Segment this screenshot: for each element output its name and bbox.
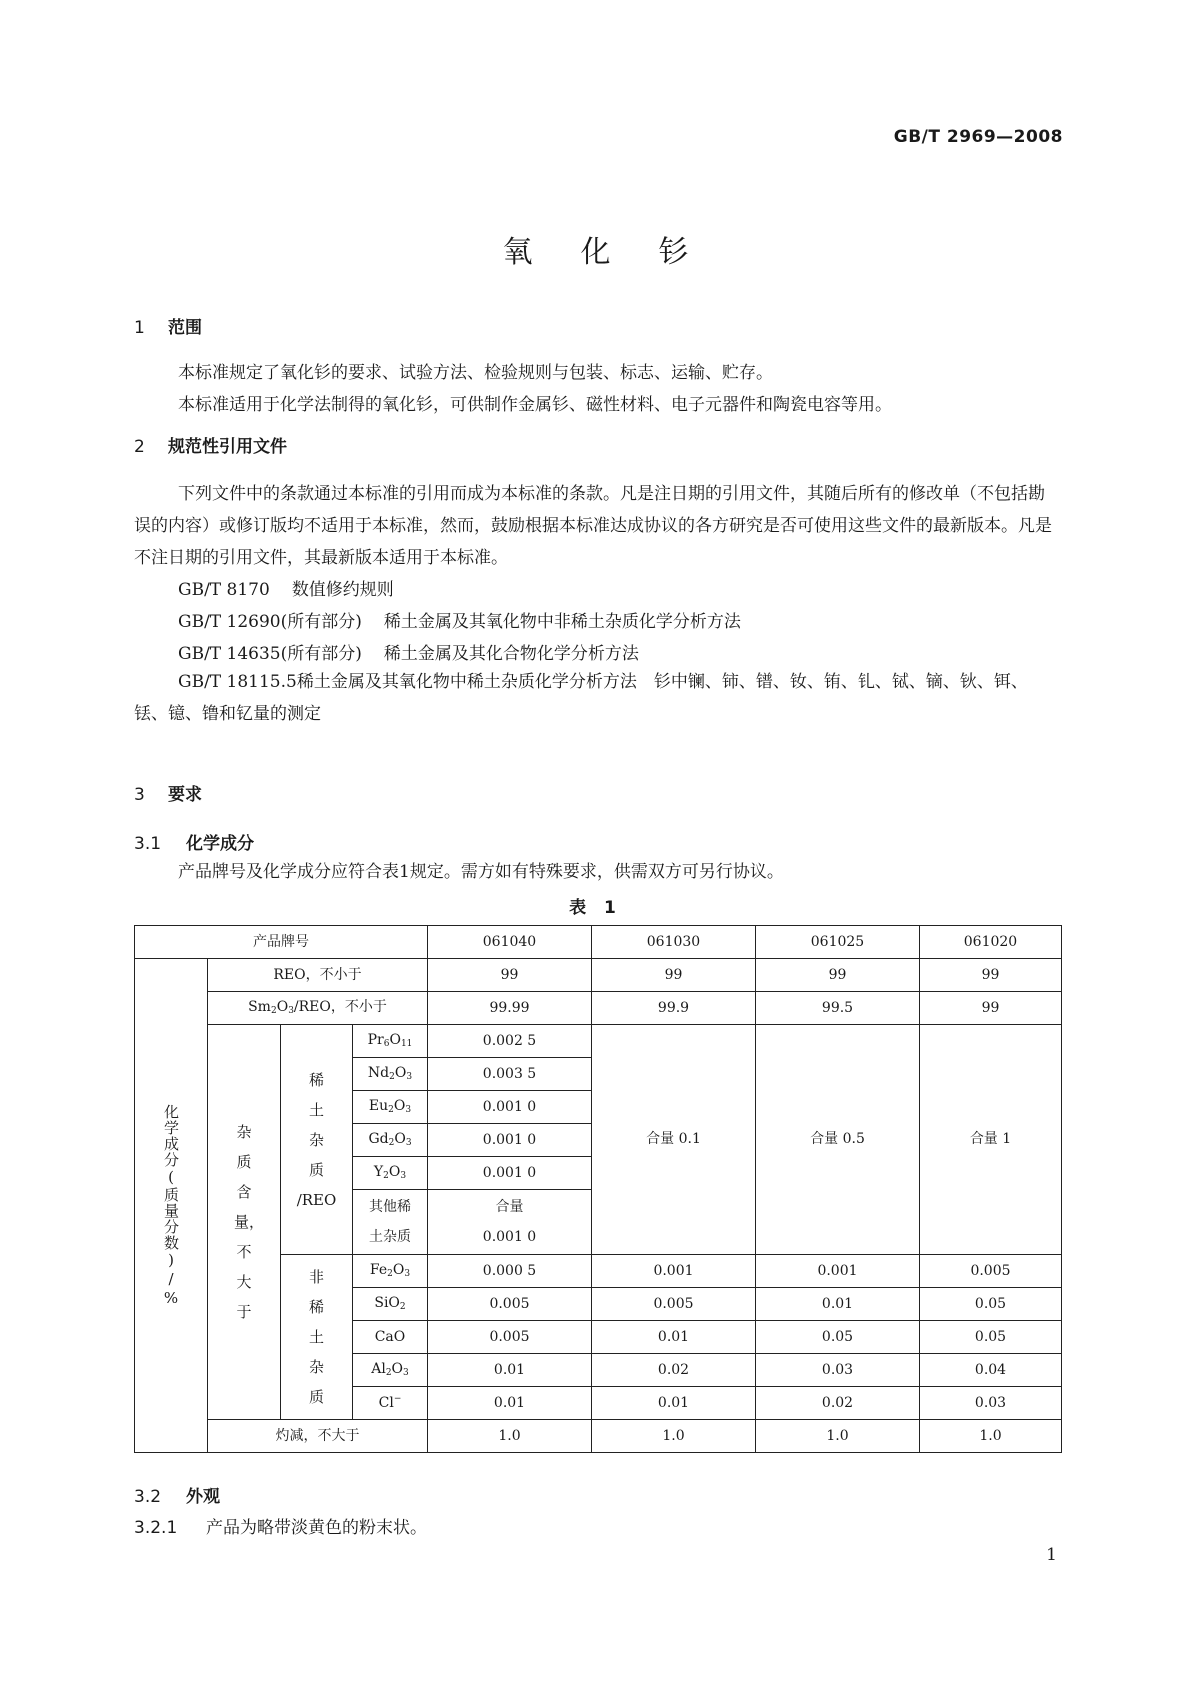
reference-4-code: GB/T 18115.5 — [178, 672, 297, 692]
cao-label: CaO — [353, 1321, 428, 1354]
al2o3-value-2: 0.02 — [592, 1354, 756, 1387]
chemical-composition-table — [134, 925, 1062, 1453]
composition-group-label: 化学成分(质量分数)/% — [135, 959, 208, 1453]
reo-value-2: 99 — [592, 959, 756, 992]
cao-value-1: 0.005 — [428, 1321, 592, 1354]
reference-4 — [134, 666, 1060, 730]
header-label: 产品牌号 — [135, 926, 428, 959]
reo-row — [135, 959, 1062, 992]
reference-3-code: GB/T 14635(所有部分) — [178, 644, 362, 664]
re-group-label — [281, 1025, 353, 1255]
page-number: 1 — [1046, 1545, 1057, 1565]
other-re-label — [353, 1190, 428, 1255]
sm2o3-row — [135, 992, 1062, 1025]
sio2-label: SiO$_2$ — [353, 1288, 428, 1321]
pr6o11-value: 0.002 5 — [428, 1025, 592, 1058]
impurity-label — [208, 1025, 281, 1420]
nonre-group-label — [281, 1255, 353, 1420]
reference-2-title: 稀土金属及其氧化物中非稀土杂质化学分析方法 — [383, 612, 741, 632]
standard-number: GB/T 2969—2008 — [893, 127, 1063, 147]
reference-4-title: 稀土金属及其氧化物中稀土杂质化学分析方法 钐中镧、铈、镨、钕、铕、钆、铽、镝、钬、铒、铥、镱、镥和钇量的测定 — [134, 672, 1028, 724]
loi-value-1: 1.0 — [428, 1420, 592, 1453]
re-group-suffix: /REO — [296, 1190, 337, 1209]
sio2-value-1: 0.005 — [428, 1288, 592, 1321]
section-3-title: 要求 — [168, 785, 202, 805]
impurity-label-text: 杂质含量，不大于 — [234, 1123, 265, 1321]
loi-value-3: 1.0 — [756, 1420, 920, 1453]
y2o3-label: $Y_2O_3$ — [353, 1157, 428, 1190]
reo-value-1: 99 — [428, 959, 592, 992]
eu2o3-label: $Eu_2O_3$ — [353, 1091, 428, 1124]
section-3-heading — [134, 780, 202, 805]
sm2o3-label-tail: /REO，不小于 — [293, 999, 387, 1016]
re-total-3: 合量 0.5 — [756, 1025, 920, 1255]
al2o3-value-1: 0.01 — [428, 1354, 592, 1387]
section-1-heading — [134, 313, 202, 338]
cl-label: Cl− — [353, 1387, 428, 1420]
section-3-1-title: 化学成分 — [186, 834, 254, 854]
loi-value-4: 1.0 — [920, 1420, 1062, 1453]
cao-value-2: 0.01 — [592, 1321, 756, 1354]
document-title: 氧化钐 — [502, 235, 737, 270]
reference-3 — [178, 639, 639, 664]
section-3-2-heading — [134, 1482, 220, 1507]
cao-value-4: 0.05 — [920, 1321, 1062, 1354]
al2o3-value-3: 0.03 — [756, 1354, 920, 1387]
sm2o3-value-1: 99.99 — [428, 992, 592, 1025]
gd2o3-value: 0.001 0 — [428, 1124, 592, 1157]
section-3-1-heading — [134, 829, 254, 854]
table-caption: 表 1 — [569, 898, 622, 918]
section-1-title: 范围 — [168, 318, 202, 338]
other-re-label-text: 其他稀土杂质 — [369, 1199, 411, 1245]
section-1-paragraph-2: 本标准适用于化学法制得的氧化钐，可供制作金属钐、磁性材料、电子元器件和陶瓷电容等用。 — [178, 395, 892, 415]
other-re-value-line-2: 0.001 0 — [482, 1229, 537, 1245]
sm2o3-value-4: 99 — [920, 992, 1062, 1025]
cl-value-3: 0.02 — [756, 1387, 920, 1420]
section-3-2-1-number: 3.2.1 — [134, 1518, 178, 1538]
section-3-number: 3 — [134, 785, 145, 805]
reference-1-title: 数值修约规则 — [291, 580, 394, 600]
section-2-number: 2 — [134, 437, 145, 457]
grade-3: 061025 — [756, 926, 920, 959]
sio2-value-2: 0.005 — [592, 1288, 756, 1321]
table-header-row — [135, 926, 1062, 959]
reference-3-title: 稀土金属及其化合物化学分析方法 — [383, 644, 639, 664]
fe2o3-label: $Fe_2O_3$ — [353, 1255, 428, 1288]
cao-value-3: 0.05 — [756, 1321, 920, 1354]
other-re-value — [428, 1190, 592, 1255]
sio2-value-4: 0.05 — [920, 1288, 1062, 1321]
re-total-4: 合量 1 — [920, 1025, 1062, 1255]
grade-2: 061030 — [592, 926, 756, 959]
reo-value-3: 99 — [756, 959, 920, 992]
section-3-2-1-text: 产品为略带淡黄色的粉末状。 — [206, 1518, 427, 1538]
cl-value-2: 0.01 — [592, 1387, 756, 1420]
grade-4: 061020 — [920, 926, 1062, 959]
reference-1-code: GB/T 8170 — [178, 580, 270, 600]
fe2o3-value-2: 0.001 — [592, 1255, 756, 1288]
section-3-1-paragraph: 产品牌号及化学成分应符合表1规定。需方如有特殊要求，供需双方可另行协议。 — [178, 862, 784, 882]
pr6o11-label: $Pr_6O_{11}$ — [353, 1025, 428, 1058]
al2o3-value-4: 0.04 — [920, 1354, 1062, 1387]
reference-2-code: GB/T 12690(所有部分) — [178, 612, 362, 632]
y2o3-value: 0.001 0 — [428, 1157, 592, 1190]
reo-label: REO，不小于 — [208, 959, 428, 992]
section-3-2-number: 3.2 — [134, 1487, 162, 1507]
fe2o3-value-1: 0.000 5 — [428, 1255, 592, 1288]
section-2-paragraph: 下列文件中的条款通过本标准的引用而成为本标准的条款。凡是注日期的引用文件，其随后所有的修改单（不包括勘误的内容）或修订版均不适用于本标准，然而，鼓励根据本标准达成协议的各方研究是否可使用这些文件的最新版本。凡是不注日期的引用文件，其最新版本适用于本标准。 — [134, 484, 1052, 568]
reference-1 — [178, 575, 394, 600]
nonre-group-label-text: 非稀土杂质 — [308, 1268, 324, 1406]
gd2o3-label: $Gd_2O_3$ — [353, 1124, 428, 1157]
sm2o3-label: $Sm_2O_3$/REO，不小于 — [208, 992, 428, 1025]
sm2o3-value-3: 99.5 — [756, 992, 920, 1025]
section-1-number: 1 — [134, 318, 145, 338]
reo-value-4: 99 — [920, 959, 1062, 992]
section-2-heading — [134, 432, 287, 457]
re-total-2: 合量 0.1 — [592, 1025, 756, 1255]
loi-value-2: 1.0 — [592, 1420, 756, 1453]
section-1-paragraph-1: 本标准规定了氧化钐的要求、试验方法、检验规则与包装、标志、运输、贮存。 — [178, 363, 773, 383]
section-3-1-number: 3.1 — [134, 834, 162, 854]
pr6o11-row — [135, 1025, 1062, 1058]
loi-label: 灼减，不大于 — [208, 1420, 428, 1453]
section-2-title: 规范性引用文件 — [168, 437, 287, 457]
fe2o3-value-3: 0.001 — [756, 1255, 920, 1288]
al2o3-label: $Al_2O_3$ — [353, 1354, 428, 1387]
sio2-value-3: 0.01 — [756, 1288, 920, 1321]
section-3-2-1 — [134, 1513, 427, 1538]
re-group-label-text: 稀土杂质 — [308, 1070, 324, 1179]
cl-value-1: 0.01 — [428, 1387, 592, 1420]
grade-1: 061040 — [428, 926, 592, 959]
nd2o3-label: $Nd_2O_3$ — [353, 1058, 428, 1091]
nd2o3-value: 0.003 5 — [428, 1058, 592, 1091]
reference-2 — [178, 607, 741, 632]
other-re-value-line-1: 合量 — [495, 1199, 524, 1215]
sm2o3-value-2: 99.9 — [592, 992, 756, 1025]
eu2o3-value: 0.001 0 — [428, 1091, 592, 1124]
loi-row — [135, 1420, 1062, 1453]
fe2o3-value-4: 0.005 — [920, 1255, 1062, 1288]
section-3-2-title: 外观 — [186, 1487, 220, 1507]
cl-value-4: 0.03 — [920, 1387, 1062, 1420]
